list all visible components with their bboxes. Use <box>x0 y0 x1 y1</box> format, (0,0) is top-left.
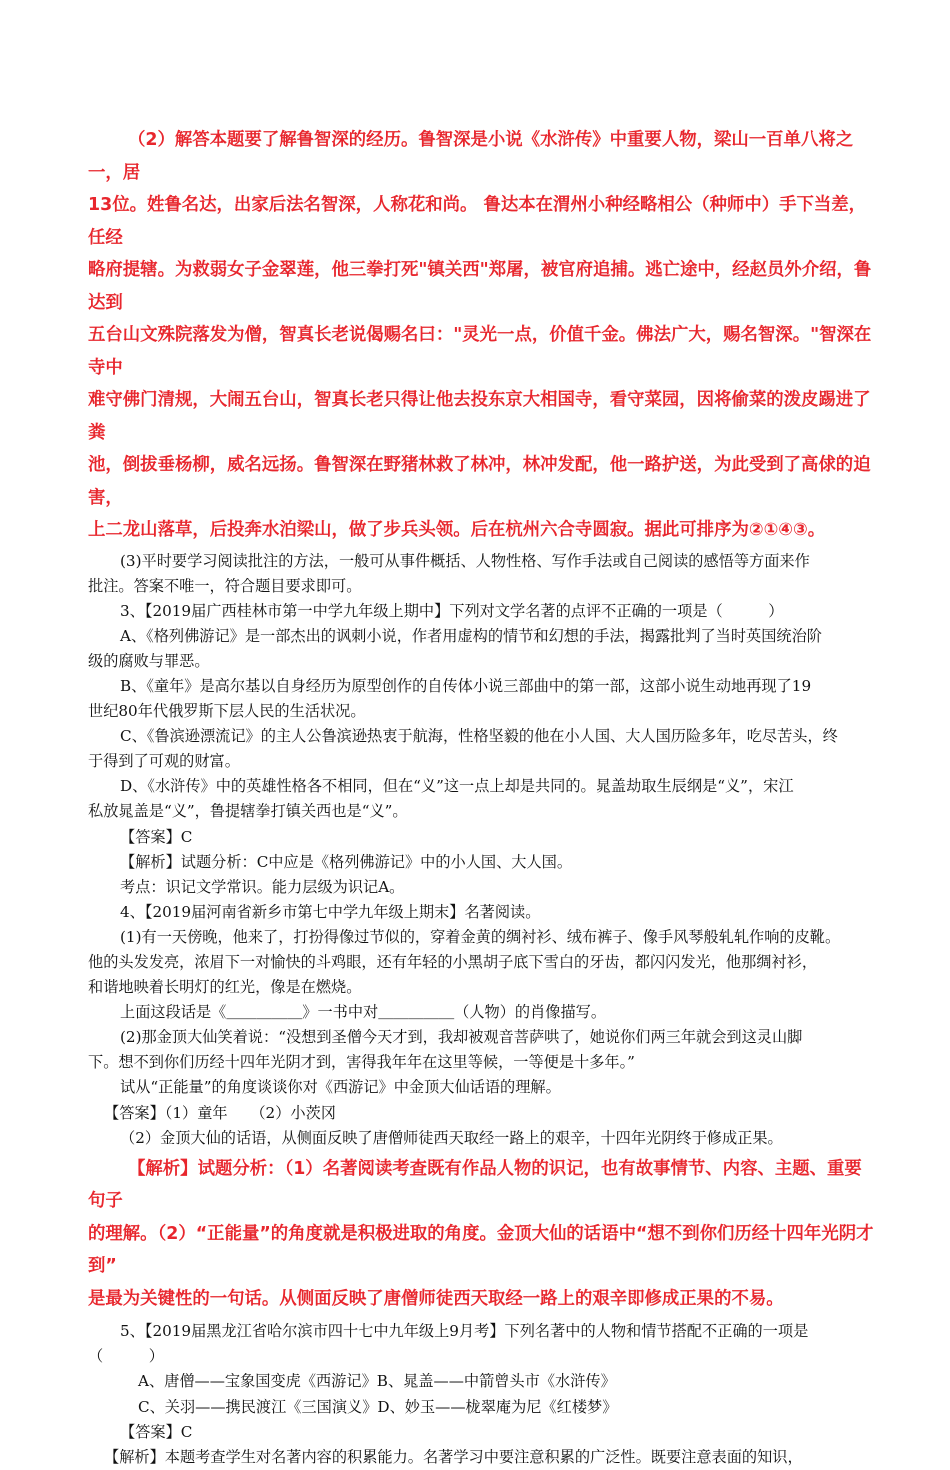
question3-kaodian: 考点：识记文学常识。能力层级为识记A。 <box>120 877 405 896</box>
q3-note-block <box>88 549 874 1151</box>
question3-title: 3、【2019届广西桂林市第一中学九年级上期中】下列对文学名著的点评不正确的一项是（ ） <box>120 601 784 620</box>
q2-analysis-block <box>88 124 874 547</box>
question4-title: 4、【2019届河南省新乡市第七中学九年级上期末】名著阅读。 <box>120 902 541 921</box>
q3-note-line-2: 批注。答案不唯一，符合题目要求即可。 <box>88 576 362 595</box>
question3-option-b-line-2: 世纪80年代俄罗斯下层人民的生活状况。 <box>88 702 366 721</box>
document-page <box>88 124 874 1470</box>
q2-analysis-line-6: 池，倒拔垂杨柳，威名远扬。鲁智深在野猪林救了林冲，林冲发配，他一路护送，为此受到了高俅的迫害， <box>88 455 871 508</box>
q2-analysis-line-4: 五台山文殊院落发为僧，智真长老说偈赐名曰："灵光一点，价值千金。佛法广大，赐名智深。"智深在寺中 <box>88 325 872 378</box>
question5-analysis: 【解析】本题考查学生对名著内容的积累能力。名著学习中要注意积累的广泛性。既要注意表面的知识， <box>104 1447 803 1466</box>
question5-title-line-2: （ ） <box>88 1347 164 1366</box>
question4-part1-line-2: 他的头发发亮，浓眉下一对愉快的斗鸡眼，还有年轻的小黑胡子底下雪白的牙齿，都闪闪发光，他那绸衬衫， <box>88 953 817 971</box>
question3-option-d-line-1: D、《水浒传》中的英雄性格各不相同，但在“义”这一点上却是共同的。晁盖劫取生辰纲是“义”，宋江 <box>120 777 794 796</box>
question4-part1-question: 上面这段话是《＿＿＿＿＿》一书中对＿＿＿＿＿（人物）的肖像描写。 <box>120 1003 606 1022</box>
question5-options-line-1: A、唐僧——宝象国变虎《西游记》B、晁盖——中箭曾头市《水浒传》 <box>138 1372 616 1391</box>
question3-analysis: 【解析】试题分析：C中应是《格列佛游记》中的小人国、大人国。 <box>120 852 573 871</box>
q2-analysis-line-1: （2）解答本题要了解鲁智深的经历。鲁智深是小说《水浒传》中重要人物，梁山一百单八将之一，居 <box>88 130 854 183</box>
q2-analysis-line-2: 13位。姓鲁名达，出家后法名智深，人称花和尚。 鲁达本在渭州小种经略相公（种师中）手下当差，任经 <box>88 195 867 248</box>
question5-block <box>88 1319 874 1470</box>
question3-option-c-line-2: 于得到了可观的财富。 <box>88 752 240 771</box>
question3-option-a-line-1: A、《格列佛游记》是一部杰出的讽刺小说，作者用虚构的情节和幻想的手法，揭露批判了当时英国统治阶 <box>120 626 822 645</box>
question4-part1-line-3: 和谐地映着长明灯的红光，像是在燃烧。 <box>88 978 362 997</box>
question4-answer: 【答案】（1）童年 （2）小茨冈 <box>104 1103 336 1122</box>
question4-part2-line-2: 下。想不到你们历经十四年光阴才到，害得我年年在这里等候，一等便是十多年。” <box>88 1053 635 1072</box>
question4-analysis-line-3: 是最为关键性的一句话。从侧面反映了唐僧师徒西天取经一路上的艰辛即修成正果的不易。 <box>88 1288 784 1309</box>
question4-analysis-line-1: 【解析】试题分析：（1）名著阅读考查既有作品人物的识记，也有故事情节、内容、主题、重要句子 <box>88 1158 862 1212</box>
question4-part2-question: 试从“正能量”的角度谈谈你对《西游记》中金顶大仙话语的理解。 <box>120 1078 561 1097</box>
q2-analysis-line-7: 上二龙山落草，后投奔水泊梁山，做了步兵头领。后在杭州六合寺圆寂。据此可排序为②①④③。 <box>88 520 826 540</box>
question4-part2-line-1: (2)那金顶大仙笑着说：“没想到圣僧今天才到，我却被观音菩萨哄了，她说你们两三年就会到这灵山脚 <box>120 1028 803 1047</box>
question5-title-line-1: 5、【2019届黑龙江省哈尔滨市四十七中九年级上9月考】下列名著中的人物和情节搭配不正确的一项是 <box>120 1322 809 1341</box>
question5-answer: 【答案】C <box>120 1422 193 1441</box>
question3-option-c-line-1: C、《鲁滨逊漂流记》的主人公鲁滨逊热衷于航海，性格坚毅的他在小人国、大人国历险多年，吃尽苦头，终 <box>120 727 838 746</box>
question4-answer-2: （2）金顶大仙的话语，从侧面反映了唐僧师徒西天取经一路上的艰辛，十四年光阴终于修成正果。 <box>120 1128 783 1147</box>
q2-analysis-line-5: 难守佛门清规，大闹五台山，智真长老只得让他去投东京大相国寺，看守菜园，因将偷菜的泼皮踢进了粪 <box>88 390 871 443</box>
question3-option-d-line-2: 私放晁盖是“义”，鲁提辖拳打镇关西也是“义”。 <box>88 802 408 821</box>
question4-analysis-block <box>88 1153 874 1316</box>
q2-analysis-line-3: 略府提辖。为救弱女子金翠莲，他三拳打死"镇关西"郑屠，被官府追捕。逃亡途中，经赵员外介绍，鲁达到 <box>88 260 872 313</box>
question3-answer: 【答案】C <box>120 827 193 846</box>
q3-note-line-1: (3)平时要学习阅读批注的方法，一般可从事件概括、人物性格、写作手法或自己阅读的感悟等方面来作 <box>120 551 810 570</box>
question3-option-a-line-2: 级的腐败与罪恶。 <box>88 651 210 670</box>
question5-options-line-2: C、关羽——携民渡江《三国演义》D、妙玉——栊翠庵为尼《红楼梦》 <box>138 1397 618 1416</box>
question4-analysis-line-2: 的理解。（2）“正能量”的角度就是积极进取的角度。金顶大仙的话语中“想不到你们历经十四年光阴才到” <box>88 1223 874 1277</box>
question3-option-b-line-1: B、《童年》是高尔基以自身经历为原型创作的自传体小说三部曲中的第一部，这部小说生动地再现了19 <box>120 676 812 695</box>
question4-part1-line-1: (1)有一天傍晚，他来了，打扮得像过节似的，穿着金黄的绸衬衫、绒布裤子、像手风琴般轧轧作响的皮靴。 <box>120 927 841 946</box>
